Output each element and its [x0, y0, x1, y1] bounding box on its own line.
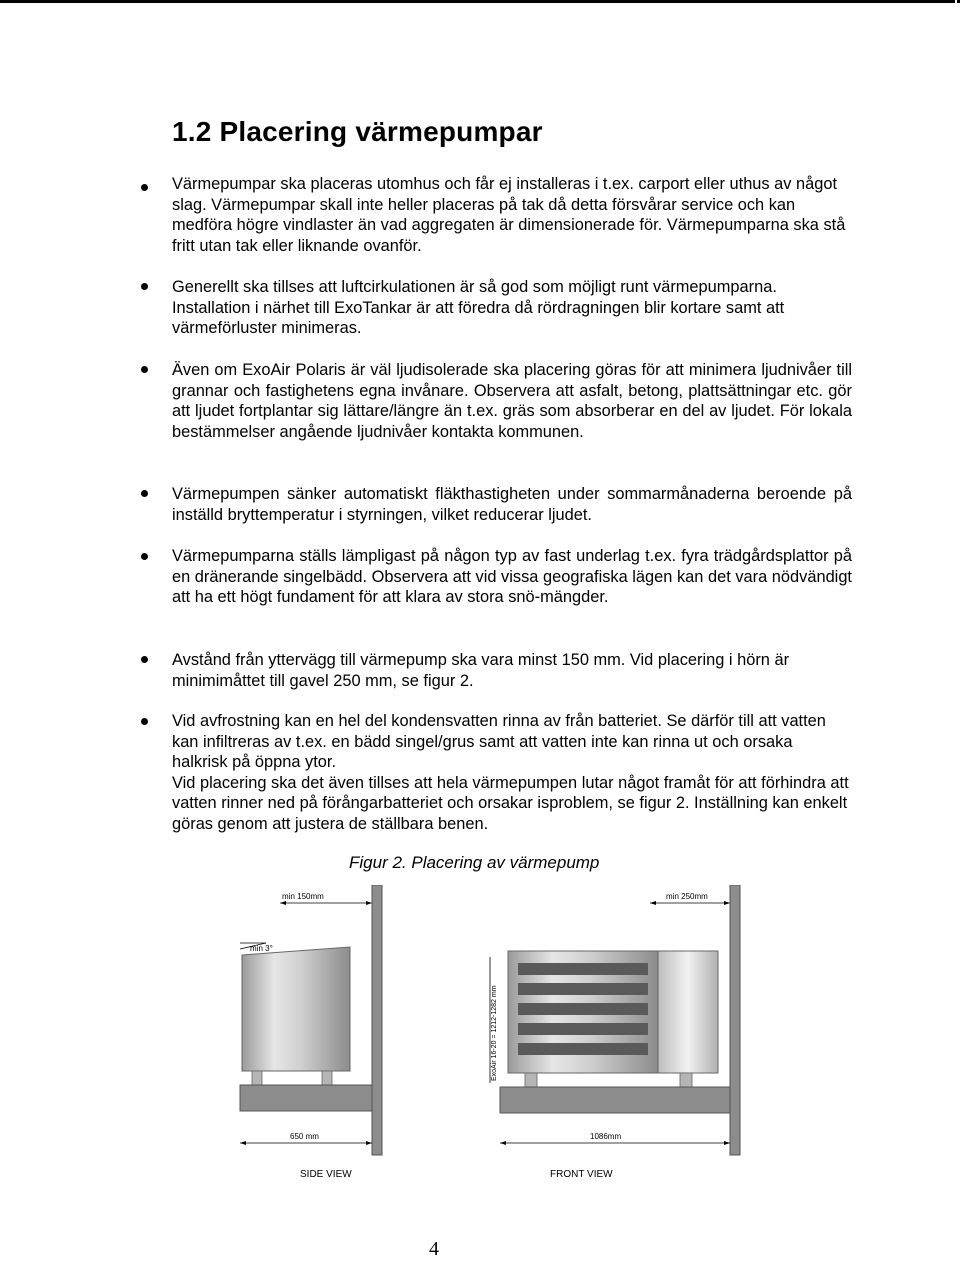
- paragraph: Värmepumparna ställs lämpligast på någon typ av fast underlag t.ex. fyra trädgårdsplattor på en dränerande singelbädd. Observera att vid vissa geografiska lägen kan det vara nödvändigt att ha ett högt fundament för att klara av stora snö-mängder.: [172, 547, 852, 607]
- bullet-1: [141, 184, 148, 191]
- front-height-label: ExoAir 16-20 = 1212-1282 mm: [491, 985, 498, 1081]
- front-view-label: FRONT VIEW: [550, 1169, 613, 1180]
- arrow-icon: [240, 1141, 246, 1145]
- paragraph: Vid avfrostning kan en hel del kondensvatten rinna av från batteriet. Se därför till att vatten kan infiltreras av t.ex. en bädd singel/grus samt att vatten inte kan rinna ut och orsaka halkrisk på öppna ytor.: [172, 712, 826, 772]
- front-min-gable-label: min 250mm: [666, 892, 708, 901]
- front-view: [490, 885, 740, 1180]
- paragraph: Även om ExoAir Polaris är väl ljudisolerade ska placering göras för att minimera ljudnivåer till grannar och fastighetens egna invånare. Observera att asfalt, betong, plattsättningar etc. gör att ljudet fortplantar sig lättare/längre än t.ex. gräs som absorberar en del av ljudet. För lokala bestämmelser angående ljudnivåer kontakta kommunen.: [172, 361, 852, 441]
- list-item-2: [172, 277, 852, 339]
- bullet-2: [141, 283, 148, 290]
- arrow-icon: [500, 1141, 506, 1145]
- list-item-6: [172, 650, 852, 691]
- grille-slat: [518, 963, 648, 975]
- top-rule: [0, 0, 955, 3]
- bullet-7: [141, 718, 148, 725]
- side-view: [240, 885, 382, 1180]
- side-angle-label: min 3°: [250, 944, 273, 953]
- grille-slat: [518, 1003, 648, 1015]
- grille-slat: [518, 1023, 648, 1035]
- bullet-3: [141, 366, 148, 373]
- pump-leg: [525, 1073, 537, 1087]
- list-item-5: [172, 546, 852, 608]
- pump-leg: [252, 1071, 262, 1085]
- figure-caption: Figur 2. Placering av värmepump: [349, 853, 600, 872]
- arrow-icon: [650, 901, 656, 905]
- paragraph: Avstånd från yttervägg till värmepump ska vara minst 150 mm. Vid placering i hörn är minimimåttet till gavel 250 mm, se figur 2.: [172, 651, 790, 690]
- side-wall: [372, 885, 382, 1155]
- section-heading: 1.2 Placering värmepumpar: [172, 116, 543, 147]
- arrow-icon: [724, 1141, 730, 1145]
- side-view-label: SIDE VIEW: [300, 1169, 352, 1180]
- list-item-4: [172, 484, 852, 525]
- paragraph: Värmepumpar ska placeras utomhus och får ej installeras i t.ex. carport eller uthus av något slag. Värmepumpar skall inte heller placeras på tak då detta försvårar service och kan medföra högre vindlaster än vad aggregaten är dimensionerade för. Värmepumparna ska stå fritt utan tak eller liknande ovanför.: [172, 175, 846, 255]
- arrow-icon: [366, 1141, 372, 1145]
- placement-figure: [200, 885, 940, 1195]
- list-item-3: [172, 360, 852, 442]
- paragraph: Generellt ska tillses att luftcirkulationen är så god som möjligt runt värmepumparna. Installation i närhet till ExoTankar är att föredra då rördragningen blir kortare samt att värmeförluster minimeras.: [172, 278, 785, 338]
- bullet-5: [141, 553, 148, 560]
- pump-leg: [322, 1071, 332, 1085]
- bullet-6: [141, 656, 148, 663]
- side-min-wall-label: min 150mm: [282, 892, 324, 901]
- paragraph: Vid placering ska det även tillses att hela värmepumpen lutar något framåt för att förhindra att vatten rinner ned på förångarbatteriet och orsakar isproblem, se figur 2. Inställning kan enkelt göras genom att justera de ställbara benen.: [172, 773, 849, 833]
- heat-pump-side: [242, 947, 350, 1071]
- grille-slat: [518, 1043, 648, 1055]
- arrow-icon: [366, 901, 372, 905]
- service-panel: [658, 951, 718, 1073]
- side-depth-label: 650 mm: [290, 1132, 319, 1141]
- placement-diagram: [200, 885, 940, 1195]
- arrow-icon: [724, 901, 730, 905]
- page-number: 4: [429, 1238, 439, 1260]
- front-wall: [730, 885, 740, 1155]
- pump-leg: [680, 1073, 692, 1087]
- bullet-4: [141, 490, 148, 497]
- side-foundation: [240, 1085, 380, 1111]
- front-foundation: [500, 1087, 730, 1113]
- front-width-label: 1086mm: [590, 1132, 622, 1141]
- grille-slat: [518, 983, 648, 995]
- paragraph: Värmepumpen sänker automatiskt fläkthastigheten under sommarmånaderna beroende på inställd bryttemperatur i styrningen, vilket reducerar ljudet.: [172, 485, 852, 524]
- list-item-7: [172, 711, 852, 835]
- list-item-1: [172, 174, 852, 256]
- arrow-icon: [280, 901, 286, 905]
